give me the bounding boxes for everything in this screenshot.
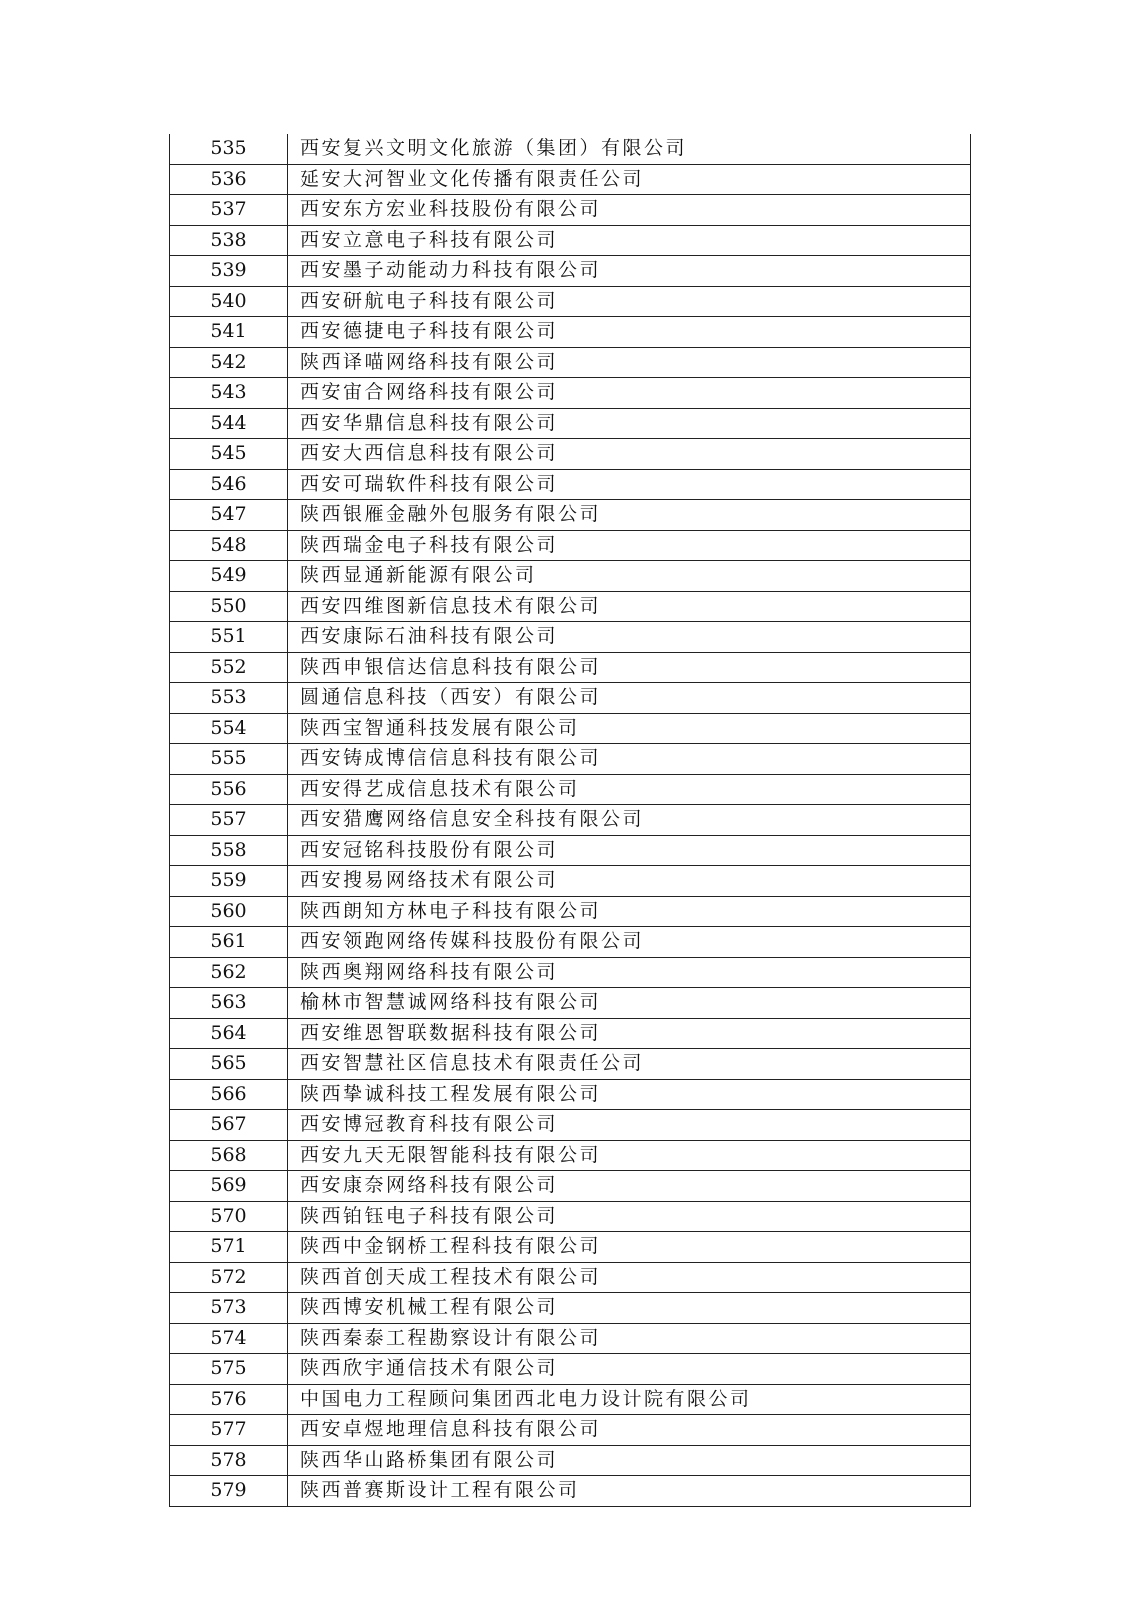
table-row (170, 713, 971, 744)
company-name: 陕西挚诚科技工程发展有限公司 (288, 1079, 971, 1110)
company-name: 西安猎鹰网络信息安全科技有限公司 (288, 805, 971, 836)
row-number: 570 (170, 1201, 288, 1232)
table-row (170, 1079, 971, 1110)
table-row (170, 622, 971, 653)
row-number: 552 (170, 652, 288, 683)
table-row (170, 561, 971, 592)
company-name: 西安东方宏业科技股份有限公司 (288, 195, 971, 226)
company-name: 西安九天无限智能科技有限公司 (288, 1140, 971, 1171)
row-number: 574 (170, 1323, 288, 1354)
company-name: 西安德捷电子科技有限公司 (288, 317, 971, 348)
company-name: 西安铸成博信信息科技有限公司 (288, 744, 971, 775)
row-number: 575 (170, 1354, 288, 1385)
company-name: 陕西华山路桥集团有限公司 (288, 1445, 971, 1476)
row-number: 562 (170, 957, 288, 988)
row-number: 551 (170, 622, 288, 653)
company-name: 陕西申银信达信息科技有限公司 (288, 652, 971, 683)
row-number: 559 (170, 866, 288, 897)
row-number: 563 (170, 988, 288, 1019)
row-number: 553 (170, 683, 288, 714)
company-name: 西安卓煜地理信息科技有限公司 (288, 1415, 971, 1446)
table-row (170, 1354, 971, 1385)
table-row (170, 286, 971, 317)
table-row (170, 1110, 971, 1141)
row-number: 572 (170, 1262, 288, 1293)
table-row (170, 378, 971, 409)
row-number: 560 (170, 896, 288, 927)
company-name: 陕西瑞金电子科技有限公司 (288, 530, 971, 561)
table-row (170, 1415, 971, 1446)
table-row (170, 896, 971, 927)
row-number: 556 (170, 774, 288, 805)
table-row (170, 988, 971, 1019)
row-number: 555 (170, 744, 288, 775)
row-number: 547 (170, 500, 288, 531)
table-row (170, 744, 971, 775)
company-name: 西安大西信息科技有限公司 (288, 439, 971, 470)
table-row (170, 866, 971, 897)
row-number: 544 (170, 408, 288, 439)
table-row (170, 652, 971, 683)
row-number: 561 (170, 927, 288, 958)
table-row (170, 225, 971, 256)
table-row (170, 927, 971, 958)
company-name: 陕西奥翔网络科技有限公司 (288, 957, 971, 988)
row-number: 540 (170, 286, 288, 317)
table-row (170, 1049, 971, 1080)
company-name: 西安四维图新信息技术有限公司 (288, 591, 971, 622)
table-row (170, 256, 971, 287)
table-row (170, 683, 971, 714)
company-name: 陕西宝智通科技发展有限公司 (288, 713, 971, 744)
company-list-table (169, 134, 971, 1507)
table-row (170, 1171, 971, 1202)
company-name: 陕西博安机械工程有限公司 (288, 1293, 971, 1324)
row-number: 538 (170, 225, 288, 256)
company-name: 西安复兴文明文化旅游（集团）有限公司 (288, 134, 971, 164)
table-row (170, 1201, 971, 1232)
row-number: 546 (170, 469, 288, 500)
row-number: 568 (170, 1140, 288, 1171)
company-name: 西安领跑网络传媒科技股份有限公司 (288, 927, 971, 958)
row-number: 535 (170, 134, 288, 164)
row-number: 573 (170, 1293, 288, 1324)
table-row (170, 805, 971, 836)
table-row (170, 439, 971, 470)
table-row (170, 530, 971, 561)
table-row (170, 164, 971, 195)
company-name: 陕西秦泰工程勘察设计有限公司 (288, 1323, 971, 1354)
row-number: 542 (170, 347, 288, 378)
company-name: 中国电力工程顾问集团西北电力设计院有限公司 (288, 1384, 971, 1415)
row-number: 549 (170, 561, 288, 592)
company-name: 陕西显通新能源有限公司 (288, 561, 971, 592)
row-number: 566 (170, 1079, 288, 1110)
table-row (170, 347, 971, 378)
table-row (170, 1018, 971, 1049)
row-number: 536 (170, 164, 288, 195)
table-row (170, 1140, 971, 1171)
table-row (170, 1384, 971, 1415)
row-number: 571 (170, 1232, 288, 1263)
company-name: 西安博冠教育科技有限公司 (288, 1110, 971, 1141)
row-number: 548 (170, 530, 288, 561)
table-row (170, 957, 971, 988)
row-number: 576 (170, 1384, 288, 1415)
row-number: 567 (170, 1110, 288, 1141)
table-row (170, 1445, 971, 1476)
company-name: 西安智慧社区信息技术有限责任公司 (288, 1049, 971, 1080)
table-row (170, 469, 971, 500)
company-name: 榆林市智慧诚网络科技有限公司 (288, 988, 971, 1019)
table-row (170, 1262, 971, 1293)
row-number: 564 (170, 1018, 288, 1049)
row-number: 545 (170, 439, 288, 470)
row-number: 539 (170, 256, 288, 287)
company-name: 陕西普赛斯设计工程有限公司 (288, 1476, 971, 1507)
table-row (170, 835, 971, 866)
company-name: 西安研航电子科技有限公司 (288, 286, 971, 317)
company-name: 陕西银雁金融外包服务有限公司 (288, 500, 971, 531)
company-name: 西安宙合网络科技有限公司 (288, 378, 971, 409)
table-row (170, 408, 971, 439)
row-number: 557 (170, 805, 288, 836)
company-name: 陕西译喵网络科技有限公司 (288, 347, 971, 378)
company-name: 西安康际石油科技有限公司 (288, 622, 971, 653)
row-number: 537 (170, 195, 288, 226)
row-number: 541 (170, 317, 288, 348)
table-row (170, 317, 971, 348)
company-name: 西安墨子动能动力科技有限公司 (288, 256, 971, 287)
company-name: 延安大河智业文化传播有限责任公司 (288, 164, 971, 195)
table-row (170, 1476, 971, 1507)
company-name: 西安康奈网络科技有限公司 (288, 1171, 971, 1202)
table-row (170, 1232, 971, 1263)
company-name: 陕西朗知方林电子科技有限公司 (288, 896, 971, 927)
company-list-body (170, 134, 971, 1506)
company-name: 西安可瑞软件科技有限公司 (288, 469, 971, 500)
company-name: 西安搜易网络技术有限公司 (288, 866, 971, 897)
row-number: 569 (170, 1171, 288, 1202)
table-row (170, 1323, 971, 1354)
table-row (170, 591, 971, 622)
table-row (170, 195, 971, 226)
company-name: 西安立意电子科技有限公司 (288, 225, 971, 256)
row-number: 565 (170, 1049, 288, 1080)
company-name: 西安维恩智联数据科技有限公司 (288, 1018, 971, 1049)
table-row (170, 134, 971, 164)
company-name: 西安得艺成信息技术有限公司 (288, 774, 971, 805)
company-name: 西安华鼎信息科技有限公司 (288, 408, 971, 439)
table-row (170, 774, 971, 805)
row-number: 558 (170, 835, 288, 866)
row-number: 579 (170, 1476, 288, 1507)
company-name: 陕西中金钢桥工程科技有限公司 (288, 1232, 971, 1263)
company-name: 陕西铂钰电子科技有限公司 (288, 1201, 971, 1232)
company-name: 圆通信息科技（西安）有限公司 (288, 683, 971, 714)
row-number: 578 (170, 1445, 288, 1476)
company-name: 陕西首创天成工程技术有限公司 (288, 1262, 971, 1293)
row-number: 543 (170, 378, 288, 409)
row-number: 550 (170, 591, 288, 622)
company-name: 西安冠铭科技股份有限公司 (288, 835, 971, 866)
row-number: 577 (170, 1415, 288, 1446)
table-row (170, 500, 971, 531)
company-name: 陕西欣宇通信技术有限公司 (288, 1354, 971, 1385)
table-row (170, 1293, 971, 1324)
row-number: 554 (170, 713, 288, 744)
